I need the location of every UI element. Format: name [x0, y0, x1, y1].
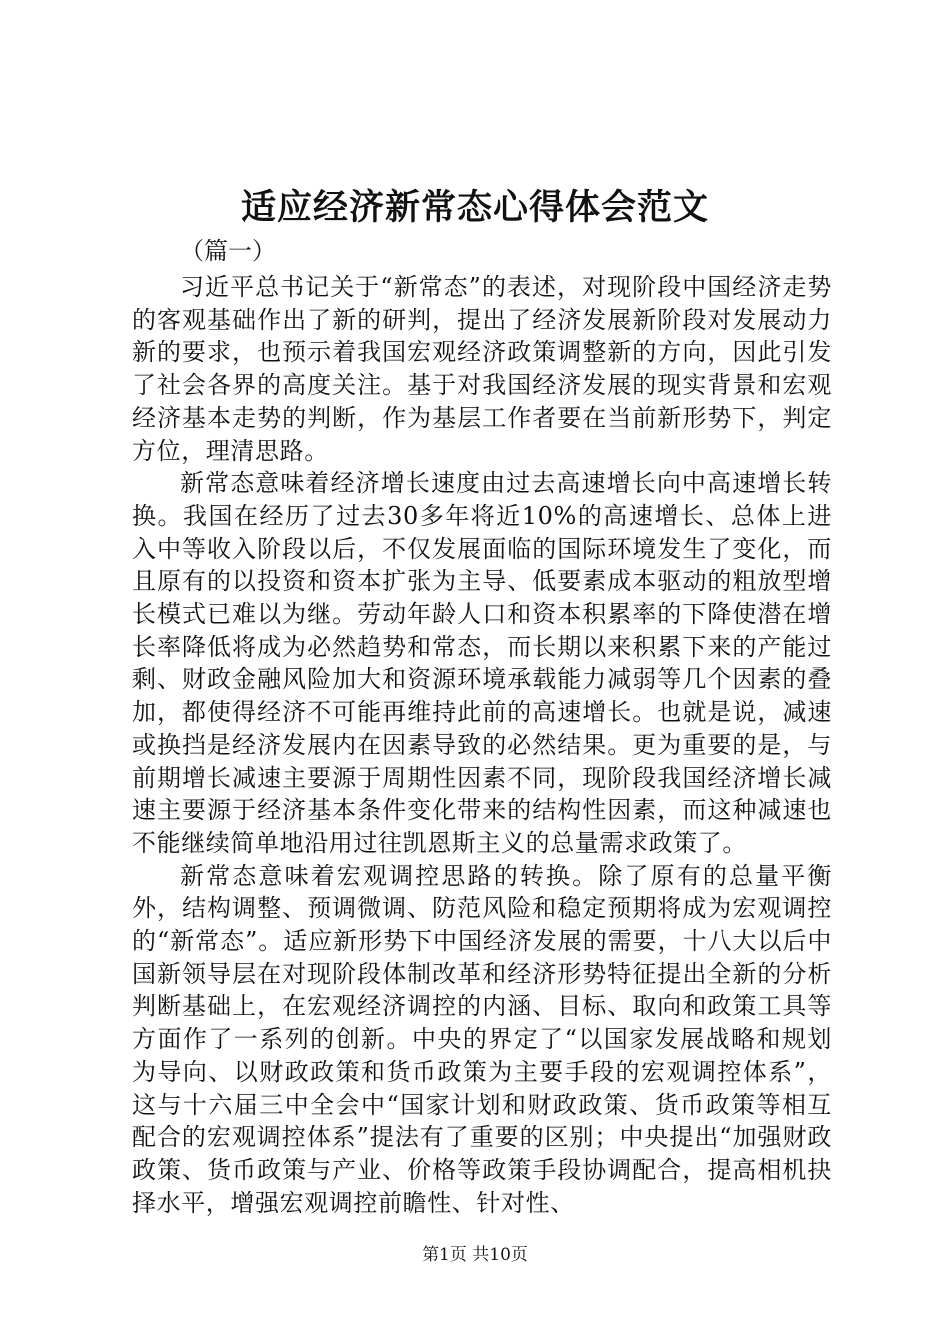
page-number-total: 共10页 [472, 1245, 528, 1265]
paragraph-2: 新常态意味着经济增长速度由过去高速增长向中高速增长转换。我国在经历了过去30多年将近10%的高速增长、总体上进入中等收入阶段以后，不仅发展面临的国际环境发生了变化，而且原有的以投资和资本扩张为主导、低要素成本驱动的粗放型增长模式已难以为继。劳动年龄人口和资本积累率的下降使潜在增长率降低将成为必然趋势和常态，而长期以来积累下来的产能过剩、财政金融风险加大和资源环境承载能力减弱等几个因素的叠加，都使得经济不可能再维持此前的高速增长。也就是说，减速或换挡是经济发展内在因素导致的必然结果。更为重要的是，与前期增长减速主要源于周期性因素不同，现阶段我国经济增长减速主要源于经济基本条件变化带来的结构性因素，而这种减速也不能继续简单地沿用过往凯恩斯主义的总量需求政策了。 [132, 469, 832, 857]
document-body [132, 271, 832, 1219]
paragraph-1: 习近平总书记关于“新常态”的表述，对现阶段中国经济走势的客观基础作出了新的研判，提出了经济发展新阶段对发展动力新的要求，也预示着我国宏观经济政策调整新的方向，因此引发了社会各界的高度关注。基于对我国经济发展的现实背景和宏观经济基本走势的判断，作为基层工作者要在当前新形势下，判定方位，理清思路。 [132, 273, 832, 465]
page-number-current: 第1页 [422, 1245, 467, 1265]
section-label: （篇一） [180, 237, 276, 265]
paragraph-3: 新常态意味着宏观调控思路的转换。除了原有的总量平衡外，结构调整、预调微调、防范风险和稳定预期将成为宏观调控的“新常态”。适应新形势下中国经济发展的需要，十八大以后中国新领导层在对现阶段体制改革和经济形势特征提出全新的分析判断基础上，在宏观经济调控的内涵、目标、取向和政策工具等方面作了一系列的创新。中央的界定了“以国家发展战略和规划为导向、以财政政策和货币政策为主要手段的宏观调控体系”，这与十六届三中全会中“国家计划和财政政策、货币政策等相互配合的宏观调控体系”提法有了重要的区别；中央提出“加强财政政策、货币政策与产业、价格等政策手段协调配合，提高相机抉择水平，增强宏观调控前瞻性、针对性、 [132, 861, 832, 1217]
document-title: 适应经济新常态心得体会范文 [240, 187, 709, 228]
page-footer [0, 1243, 950, 1267]
